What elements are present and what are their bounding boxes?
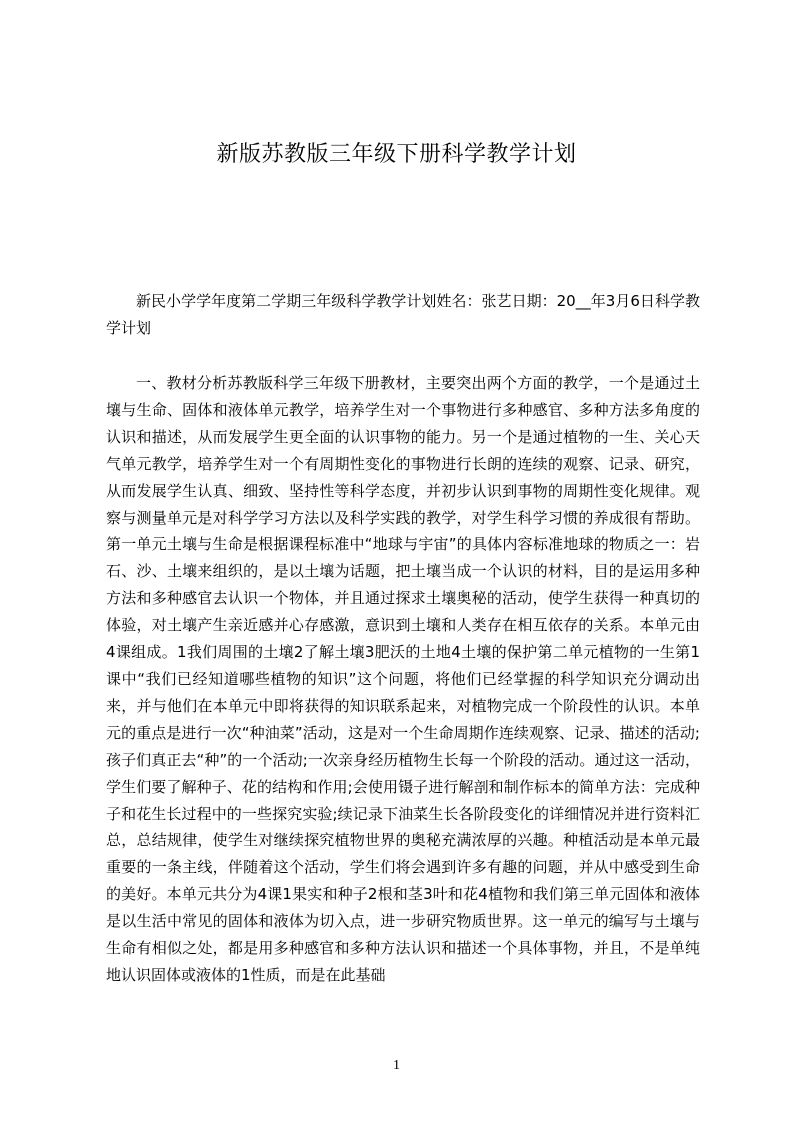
page-number: 1	[393, 1058, 400, 1073]
header-info-paragraph: 新民小学学年度第二学期三年级科学教学计划姓名：张艺日期：20__年3月6日科学教学计划	[106, 292, 700, 337]
document-title: 新版苏教版三年级下册科学教学计划	[216, 142, 577, 167]
body-paragraph: 一、教材分析苏教版科学三年级下册教材，主要突出两个方面的教学，一个是通过土壤与生命、固体和液体单元教学，培养学生对一个事物进行多种感官、多种方法多角度的认识和描述，从而发展学生更全面的认识事物的能力。另一个是通过植物的一生、关心天气单元教学，培养学生对一个有周期性变化的事物进行长朗的连续的观察、记录、研究，从而发展学生认真、细致、坚持性等科学态度，并初步认识到事物的周期性变化规律。观察与测量单元是对科学学习方法以及科学实践的教学，对学生科学习惯的养成很有帮助。第一单元土壤与生命是根据课程标准中“地球与宇宙”的具体内容标准地球的物质之一：岩石、沙、土壤来组织的，是以土壤为话题，把土壤当成一个认识的材料，目的是运用多种方法和多种感官去认识一个物体，并且通过探求土壤奥秘的活动，使学生获得一种真切的体验，对土壤产生亲近感并心存感激，意识到土壤和人类存在相互依存的关系。本单元由4课组成。1我们周围的土壤2了解土壤3肥沃的土地4土壤的保护第二单元植物的一生第1课中“我们已经知道哪些植物的知识”这个问题，将他们已经掌握的科学知识充分调动出来，并与他们在本单元中即将获得的知识联系起来，对植物完成一个阶段性的认识。本单元的重点是进行一次“种油菜”活动，这是对一个生命周期作连续观察、记录、描述的活动;孩子们真正去“种”的一个活动;一次亲身经历植物生长每一个阶段的活动。通过这一活动，学生们要了解种子、花的结构和作用;会使用镊子进行解剖和制作标本的简单方法：完成种子和花生长过程中的一些探究实验;续记录下油菜生长各阶段变化的详细情况并进行资料汇总，总结规律，使学生对继续探究植物世界的奥秘充满浓厚的兴趣。种植活动是本单元最重要的一条主线，伴随着这个活动，学生们将会遇到许多有趣的问题，并从中感受到生命的美好。本单元共分为4课1果实和种子2根和茎3叶和花4植物和我们第三单元固体和液体是以生活中常见的固体和液体为切入点，进一步研究物质世界。这一单元的编写与土壤与生命有相似之处，都是用多种感官和多种方法认识和描述一个具体事物，并且，不是单纯地认识固体或液体的1性质，而是在此基础	[106, 374, 700, 984]
